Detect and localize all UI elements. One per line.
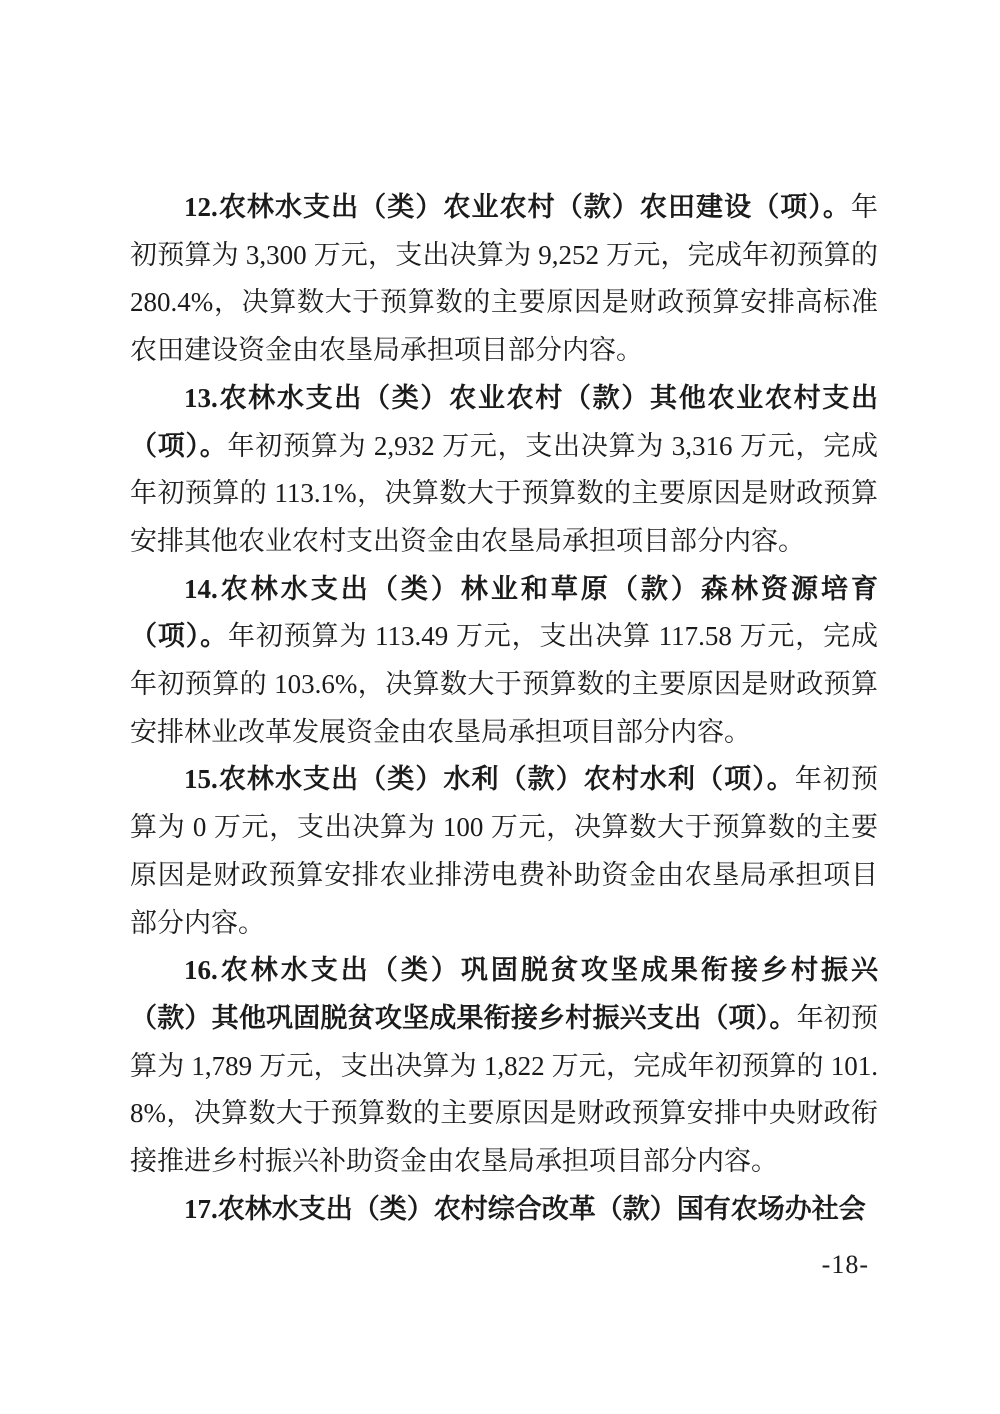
paragraph-item-16: [130, 947, 878, 1186]
paragraph-item-13: [130, 375, 878, 566]
paragraph-13-heading: 13.农林水支出（类）农业农村（款）其他农业农村支出（项）。: [130, 382, 878, 461]
paragraph-15-heading: 15.农林水支出（类）水利（款）农村水利（项）。: [184, 764, 795, 795]
paragraph-13-body: 年初预算为 2,932 万元，支出决算为 3,316 万元，完成年初预算的 113.1%，决算数大于预算数的主要原因是财政预算安排其他农业农村支出资金由农垦局承担项目部分内容。: [130, 430, 879, 556]
paragraph-item-15: [130, 756, 878, 947]
paragraph-15-body: 年初预算为 0 万元，支出决算为 100 万元，决算数大于预算数的主要原因是财政预算安排农业排涝电费补助资金由农垦局承担项目部分内容。: [130, 764, 879, 938]
paragraph-14-heading: 14.农林水支出（类）林业和草原（款）森林资源培育（项）。: [130, 573, 878, 652]
paragraph-16-heading: 16.农林水支出（类）巩固脱贫攻坚成果衔接乡村振兴（款）其他巩固脱贫攻坚成果衔接乡村振兴支出（项）。: [130, 955, 878, 1033]
paragraph-item-17: [130, 1186, 878, 1234]
page-number: -18-: [821, 1250, 869, 1279]
document-body: [130, 184, 878, 1233]
paragraph-17-heading: 17.农林水支出（类）农村综合改革（款）国有农场办社会: [184, 1193, 866, 1224]
paragraph-item-14: [130, 566, 878, 757]
paragraph-14-body: 年初预算为 113.49 万元，支出决算 117.58 万元，完成年初预算的 103.6%，决算数大于预算数的主要原因是财政预算安排林业改革发展资金由农垦局承担项目部分内容。: [130, 621, 878, 747]
paragraph-12-body: 年初预算为 3,300 万元，支出决算为 9,252 万元，完成年初预算的 280.4%，决算数大于预算数的主要原因是财政预算安排高标准农田建设资金由农垦局承担项目部分内容。: [130, 192, 878, 366]
paragraph-12-heading: 12.农林水支出（类）农业农村（款）农田建设（项）。: [184, 192, 851, 222]
paragraph-16-body: 年初预算为 1,789 万元，支出决算为 1,822 万元，完成年初预算的 101.8%，决算数大于预算数的主要原因是财政预算安排中央财政衔接推进乡村振兴补助资金由农垦局承担项目部分内容。: [130, 1002, 879, 1177]
paragraph-item-12: [130, 184, 878, 375]
